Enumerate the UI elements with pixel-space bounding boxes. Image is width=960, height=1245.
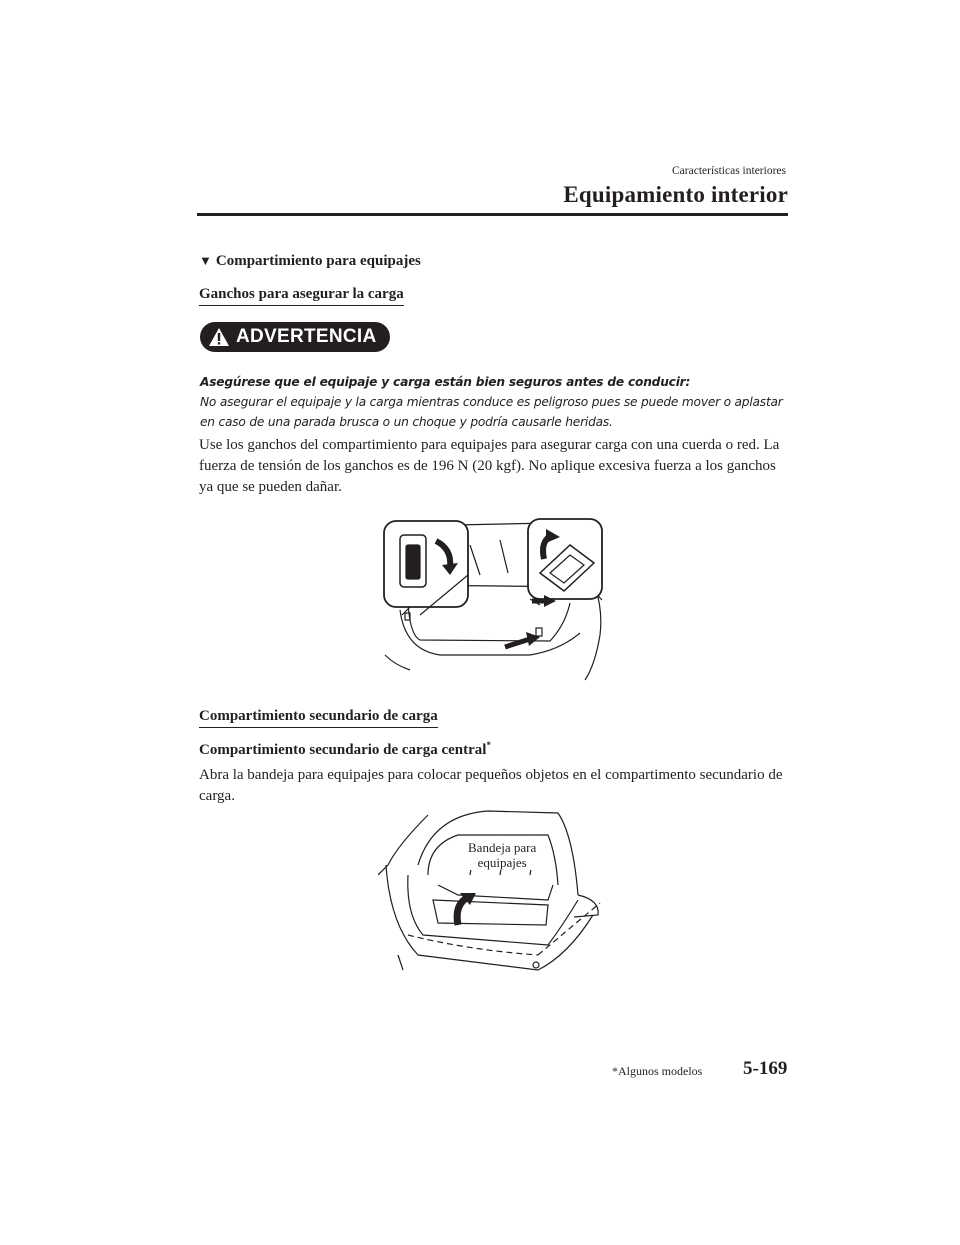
section-heading-text: Compartimiento para equipajes: [215, 253, 421, 269]
warning-badge-label: ADVERTENCIA: [236, 326, 377, 347]
figure-label-luggage-tray: [466, 840, 538, 870]
paragraph-secondary-storage: Abra la bandeja para equipajes para colocar pequeños objetos en el compartimento secundario de carga.: [199, 767, 783, 804]
subsection-title-hooks: Ganchos para asegurar la carga: [199, 286, 404, 306]
subsection-title-secondary-storage: Compartimiento secundario de carga: [199, 708, 438, 728]
footnote-models: *Algunos modelos: [612, 1064, 703, 1078]
cargo-hooks-illustration: [380, 515, 610, 685]
footnote-asterisk: *: [486, 740, 491, 750]
paragraph-hooks: Use los ganchos del compartimiento para equipajes para asegurar carga con una cuerda o red. La fuerza de tensión de los ganchos es de 196 N (20 kgf). No aplique excesiva fuerza a los ganchos ya que se pueden dañar.: [199, 437, 780, 495]
subheading-text: Compartimiento secundario de carga central: [199, 742, 487, 758]
header-divider: [197, 213, 788, 216]
page-title: Equipamiento interior: [563, 182, 788, 207]
warning-body: No asegurar el equipaje y la carga mientras conduce es peligroso pues se puede mover o aplastar en caso de una parada brusca o un choque y podría causarle heridas.: [200, 395, 783, 429]
warning-triangle-icon: [208, 327, 230, 347]
figure-label-line1: Bandeja para: [468, 840, 537, 855]
warning-badge: [200, 322, 390, 352]
section-label: Características interiores: [672, 165, 786, 177]
subsection-subheading: [199, 740, 491, 759]
figure-label-line2: equipajes: [477, 855, 527, 870]
section-heading: [199, 253, 421, 270]
luggage-tray-illustration: [378, 805, 608, 975]
page-number: 5-169: [743, 1058, 788, 1079]
warning-lead: Asegúrese que el equipaje y carga están bien seguros antes de conducir:: [200, 375, 691, 389]
warning-text: [200, 372, 790, 432]
triangle-marker-icon: ▼: [199, 253, 212, 268]
